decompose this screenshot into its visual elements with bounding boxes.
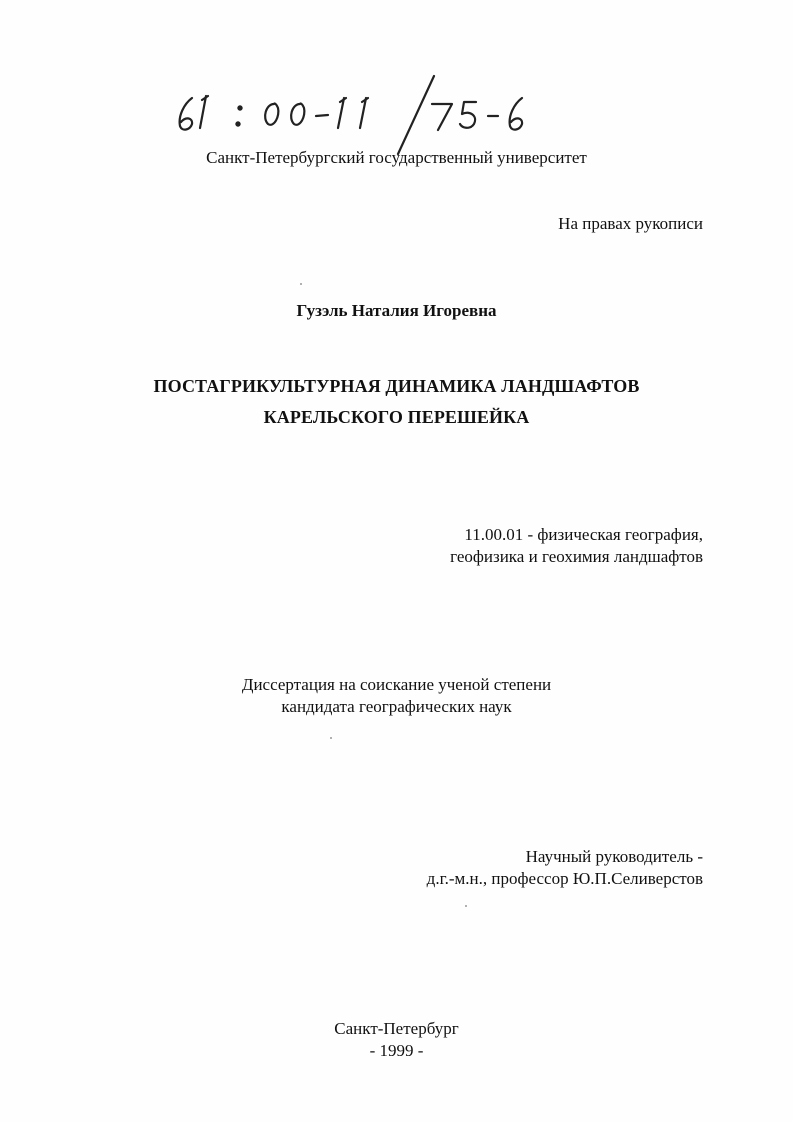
supervisor-line-2: д.г.-м.н., профессор Ю.П.Селиверстов (426, 869, 703, 888)
supervisor-line-1: Научный руководитель - (525, 847, 703, 866)
scan-speck (465, 905, 467, 907)
thesis-title-line-1: ПОСТАГРИКУЛЬТУРНАЯ ДИНАМИКА ЛАНДШАФТОВ (153, 376, 640, 396)
author-name: Гузэль Наталия Игоревна (296, 301, 497, 320)
handwritten-archive-number (170, 70, 540, 160)
dissertation-line-2: кандидата географических наук (281, 697, 512, 716)
specialty-line-2: геофизика и геохимия ландшафтов (450, 547, 703, 566)
year: - 1999 - (369, 1041, 424, 1060)
university-name: Санкт-Петербургский государственный университет (206, 148, 587, 167)
specialty-line-1: 11.00.01 - физическая география, (464, 525, 703, 544)
scan-speck (300, 283, 302, 285)
scan-speck (330, 737, 332, 739)
dissertation-line-1: Диссертация на соискание ученой степени (241, 675, 552, 694)
supervisor-block (427, 846, 703, 890)
specialty-block (450, 524, 703, 568)
city: Санкт-Петербург (334, 1019, 459, 1038)
manuscript-rights: На правах рукописи (558, 214, 703, 233)
thesis-title-line-2: КАРЕЛЬСКОГО ПЕРЕШЕЙКА (263, 407, 530, 427)
